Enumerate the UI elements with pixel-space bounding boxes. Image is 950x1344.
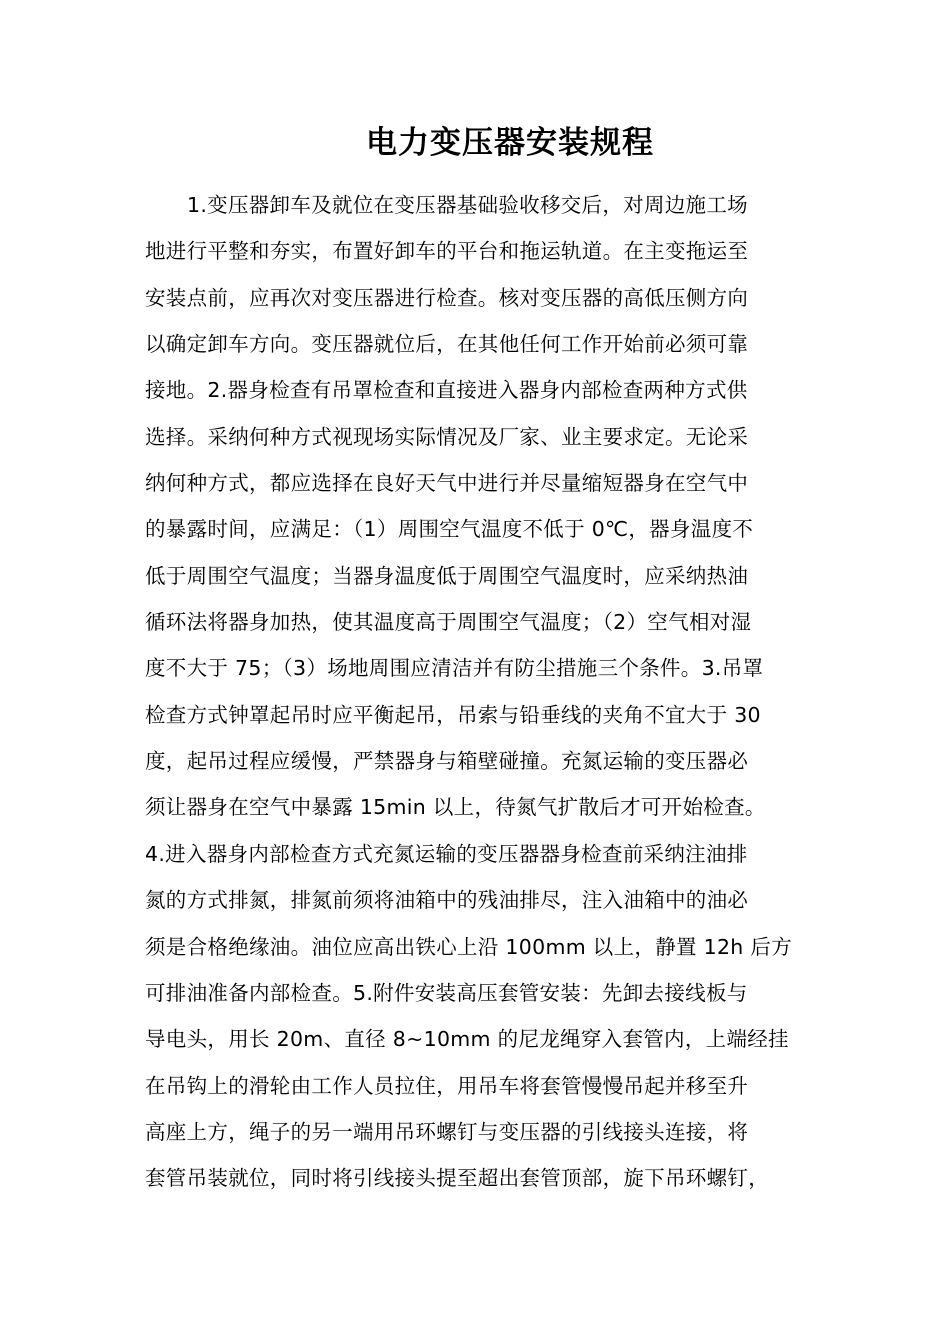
body-line: 度，起吊过程应缓慢，严禁器身与箱壁碰撞。充氮运输的变压器必: [145, 749, 749, 774]
body-line: 接地。2.器身检查有吊罩检查和直接进入器身内部检查两种方式供: [145, 378, 748, 403]
body-line: 以确定卸车方向。变压器就位后，在其他任何工作开始前必须可靠: [145, 332, 749, 357]
body-line: 4.进入器身内部检查方式充氮运输的变压器器身检查前采纳注油排: [145, 841, 748, 866]
body-line: 可排油准备内部检查。5.附件安装高压套管安装：先卸去接线板与: [145, 980, 748, 1005]
document-body: [145, 182, 805, 1202]
body-line: 地进行平整和夯实，布置好卸车的平台和拖运轨道。在主变拖运至: [145, 239, 749, 264]
body-line: 安装点前，应再次对变压器进行检查。核对变压器的高低压侧方向: [145, 285, 749, 310]
body-line: 的暴露时间，应满足：（1）周围空气温度不低于 0℃，器身温度不: [145, 517, 754, 542]
body-line: 须让器身在空气中暴露 15min 以上，待氮气扩散后才可开始检查。: [145, 795, 766, 820]
document-title: 电力变压器安装规程: [366, 125, 654, 161]
body-line: 1.变压器卸车及就位在变压器基础验收移交后，对周边施工场: [187, 193, 748, 217]
body-line: 循环法将器身加热，使其温度高于周围空气温度；（2）空气相对湿: [145, 610, 752, 635]
body-line: 导电头，用长 20m、直径 8~10mm 的尼龙绳穿入套管内，上端经挂: [145, 1027, 789, 1052]
body-line: 氮的方式排氮，排氮前须将油箱中的残油排尽，注入油箱中的油必: [145, 888, 749, 913]
body-line: 度不大于 75；（3）场地周围应清洁并有防尘措施三个条件。3.吊罩: [145, 656, 764, 681]
body-line: 检查方式钟罩起吊时应平衡起吊，吊索与铅垂线的夹角不宜大于 30: [145, 702, 761, 727]
body-line: 须是合格绝缘油。油位应高出铁心上沿 100mm 以上，静置 12h 后方: [145, 934, 793, 959]
body-line: 套管吊装就位，同时将引线接头提至超出套管顶部，旋下吊环螺钉，: [145, 1166, 769, 1191]
body-line: 纳何种方式，都应选择在良好天气中进行并尽量缩短器身在空气中: [145, 471, 749, 496]
body-line: 高座上方，绳子的另一端用吊环螺钉与变压器的引线接头连接，将: [145, 1119, 749, 1144]
body-line: 选择。采纳何种方式视现场实际情况及厂家、业主要求定。无论采: [145, 424, 749, 449]
body-line: 低于周围空气温度；当器身温度低于周围空气温度时，应采纳热油: [145, 563, 749, 588]
body-line: 在吊钩上的滑轮由工作人员拉住，用吊车将套管慢慢吊起并移至升: [145, 1073, 749, 1098]
